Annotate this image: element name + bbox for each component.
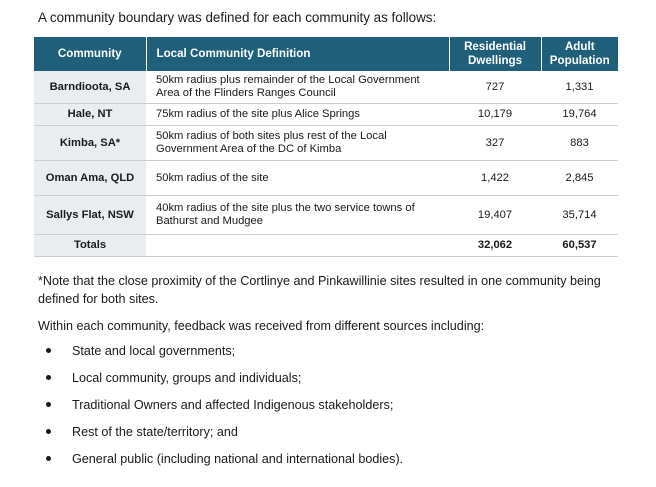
community-definition: 40km radius of the site plus the two service towns of Bathurst and Mudgee [146, 196, 449, 235]
bullet-icon [46, 429, 51, 434]
list-item-text: General public (including national and international bodies). [72, 452, 404, 466]
list-item-text: Traditional Owners and affected Indigenous stakeholders; [72, 398, 394, 412]
bullet-icon [46, 348, 51, 353]
community-name: Barndioota, SA [34, 71, 146, 104]
dwellings-value: 727 [449, 71, 541, 104]
list-item [38, 423, 403, 450]
header-population: Adult Population [541, 37, 618, 71]
table-row [34, 71, 618, 104]
table-row [34, 196, 618, 235]
feedback-sources-intro: Within each community, feedback was received from different sources including: [38, 319, 485, 333]
population-value: 2,845 [541, 161, 618, 196]
total-dwellings: 32,062 [449, 235, 541, 257]
list-item-text: Local community, groups and individuals; [72, 371, 302, 385]
bullet-icon [46, 375, 51, 380]
community-name: Kimba, SA* [34, 126, 146, 161]
bullet-icon [46, 456, 51, 461]
feedback-sources-list [38, 342, 403, 477]
list-item-text: State and local governments; [72, 344, 236, 358]
community-definition: 75km radius of the site plus Alice Springs [146, 104, 449, 126]
community-name: Sallys Flat, NSW [34, 196, 146, 235]
list-item [38, 396, 403, 423]
population-value: 35,714 [541, 196, 618, 235]
bullet-icon [46, 402, 51, 407]
footnote: *Note that the close proximity of the Cortlinye and Pinkawillinie sites resulted in one community being defined for both sites. [38, 274, 601, 306]
community-table [34, 37, 618, 257]
population-value: 883 [541, 126, 618, 161]
community-definition: 50km radius of the site [146, 161, 449, 196]
dwellings-value: 327 [449, 126, 541, 161]
header-definition: Local Community Definition [146, 37, 449, 71]
header-dwellings: Residential Dwellings [449, 37, 541, 71]
dwellings-value: 19,407 [449, 196, 541, 235]
totals-empty-cell [146, 235, 449, 257]
totals-label: Totals [34, 235, 146, 257]
header-community: Community [34, 37, 146, 71]
community-definition: 50km radius plus remainder of the Local Government Area of the Flinders Ranges Council [146, 71, 449, 104]
list-item [38, 342, 403, 369]
list-item [38, 369, 403, 396]
total-population: 60,537 [541, 235, 618, 257]
dwellings-value: 1,422 [449, 161, 541, 196]
community-name: Oman Ama, QLD [34, 161, 146, 196]
community-name: Hale, NT [34, 104, 146, 126]
list-item [38, 450, 403, 477]
population-value: 19,764 [541, 104, 618, 126]
table-row [34, 126, 618, 161]
dwellings-value: 10,179 [449, 104, 541, 126]
table-row [34, 161, 618, 196]
table-row [34, 104, 618, 126]
list-item-text: Rest of the state/territory; and [72, 425, 238, 439]
totals-row [34, 235, 618, 257]
intro-text: A community boundary was defined for each community as follows: [38, 10, 437, 25]
population-value: 1,331 [541, 71, 618, 104]
community-definition: 50km radius of both sites plus rest of the Local Government Area of the DC of Kimba [146, 126, 449, 161]
table-header [34, 37, 618, 71]
